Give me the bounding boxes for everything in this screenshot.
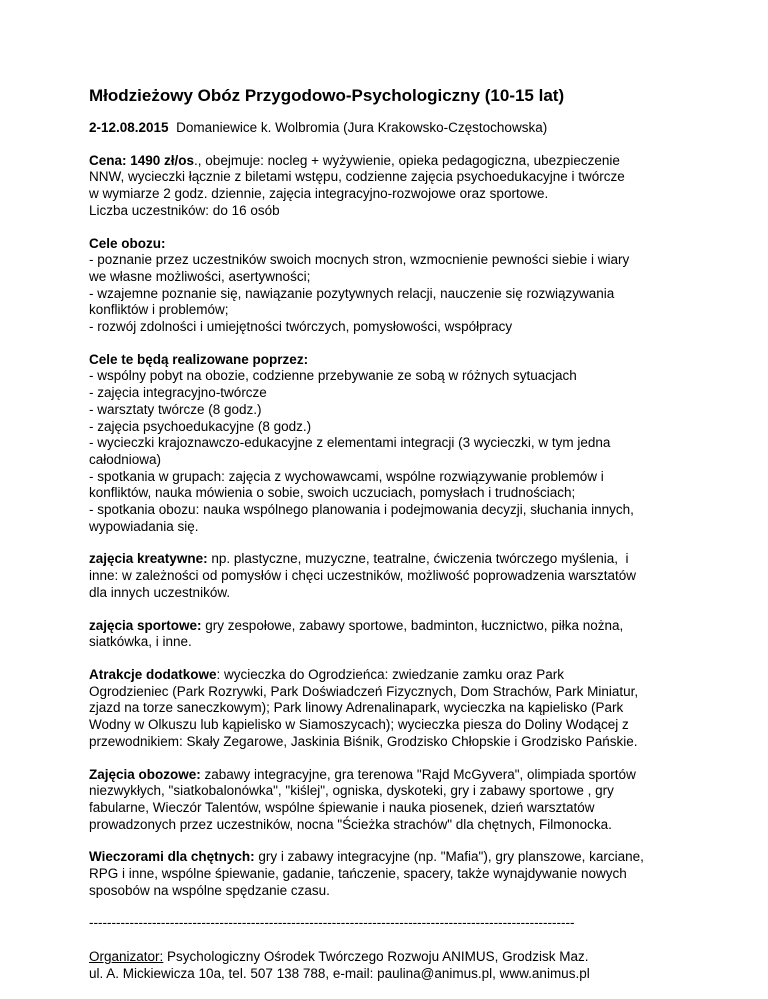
creative-line: zajęcia kreatywne: np. plastyczne, muzyczne, teatralne, ćwiczenia twórczego myślenia, i: [89, 551, 629, 567]
dates-location-paragraph: [89, 120, 689, 137]
means-line: - wspólny pobyt na obozie, codzienne przebywanie ze sobą w różnych sytuacjach: [89, 368, 577, 384]
camp-dates: 2-12.08.2015: [89, 120, 169, 135]
extras-label: Atrakcje dodatkowe: [89, 666, 217, 682]
camp-activities-line: Zajęcia obozowe: zabawy integracyjne, gra terenowa "Rajd McGyvera", olimpiada sportów: [89, 766, 636, 782]
means-line: - zajęcia psychoedukacyjne (8 godz.): [89, 418, 312, 434]
sports-line: zajęcia sportowe: gry zespołowe, zabawy sportowe, badminton, łucznictwo, piłka nożna,: [89, 617, 624, 633]
extras-section: [89, 667, 689, 751]
price-line: NNW, wycieczki łącznie z biletami wstępu, codzienne zajęcia psychoedukacyjne i twórcze: [89, 169, 625, 185]
evenings-line: RPG i inne, wspólne śpiewanie, gadanie, tańczenie, spacery, także wynajdywanie nowych: [89, 866, 627, 882]
organizer-section: [89, 949, 689, 982]
extras-line: Wodny w Olkuszu lub kąpielisko w Siamoszycach); wycieczka piesza do Doliny Wodącej z: [89, 717, 629, 733]
means-line: - warsztaty twórcze (8 godz.): [89, 401, 262, 417]
extras-line: Atrakcje dodatkowe: wycieczka do Ogrodzieńca: zwiedzanie zamku oraz Park: [89, 666, 564, 682]
means-line: wypowiadania się.: [89, 518, 199, 534]
camp-location: Domaniewice k. Wolbromia (Jura Krakowsko-Częstochowska): [168, 120, 548, 135]
goals-line: we własne możliwości, asertywności;: [89, 268, 311, 284]
participants-limit: Liczba uczestników: do 16 osób: [89, 202, 280, 218]
document-content: [89, 86, 689, 999]
evenings-label: Wieczorami dla chętnych:: [89, 849, 255, 865]
camp-activities-line: niezwykłych, "siatkobalonówka", "kiślej", ogniska, dyskoteki, gry i zabawy sportowe , gry: [89, 783, 614, 799]
evenings-line: Wieczorami dla chętnych: gry i zabawy integracyjne (np. "Mafia"), gry planszowe, karciane,: [89, 849, 644, 865]
camp-activities-section: [89, 767, 689, 834]
creative-section: [89, 551, 689, 601]
dashed-separator: ------------------------------------------------------------------------------------------------------------: [89, 915, 575, 931]
sports-line: siatkówka, i inne.: [89, 634, 192, 650]
means-line: - wycieczki krajoznawczo-edukacyjne z elementami integracji (3 wycieczki, w tym jedna: [89, 435, 611, 451]
goals-heading: Cele obozu:: [89, 235, 166, 251]
goals-line: konfliktów i problemów;: [89, 302, 229, 318]
means-line: - spotkania obozu: nauka wspólnego planowania i podejmowania decyzji, słuchania innych,: [89, 502, 634, 518]
camp-activities-label: Zajęcia obozowe:: [89, 766, 201, 782]
means-line: - spotkania w grupach: zajęcia z wychowawcami, wspólne rozwiązywanie problemów i: [89, 468, 604, 484]
sports-section: [89, 618, 689, 651]
evenings-line: sposobów na wspólne spędzanie czasu.: [89, 882, 330, 898]
creative-line: dla innych uczestników.: [89, 584, 231, 600]
goals-line: - rozwój zdolności i umiejętności twórczych, pomysłowości, współpracy: [89, 319, 513, 335]
organizer-line: Organizator: Psychologiczny Ośrodek Twórczego Rozwoju ANIMUS, Grodzisk Maz.: [89, 949, 589, 965]
goals-line: - wzajemne poznanie się, nawiązanie pozytywnych relacji, nauczenie się rozwiązywania: [89, 285, 615, 301]
creative-label: zajęcia kreatywne:: [89, 551, 208, 567]
price-line: Cena: 1490 zł/os., obejmuje: nocleg + wyżywienie, opieka pedagogiczna, ubezpieczenie: [89, 152, 620, 168]
extras-line: przewodnikiem: Skały Zegarowe, Jaskinia Biśnik, Grodzisko Chłopskie i Grodzisko Pańskie.: [89, 733, 638, 749]
means-line: całodniowa): [89, 451, 162, 467]
organizer-label: Organizator:: [89, 949, 164, 965]
camp-activities-line: prowadzonych przez uczestników, nocna "Ścieżka strachów" dla chętnych, Filmonocka.: [89, 816, 612, 832]
creative-line: inne: w zależności od pomysłów i chęci uczestników, możliwość poprowadzenia warsztatów: [89, 568, 636, 584]
document-title: Młodzieżowy Obóz Przygodowo-Psychologiczny (10-15 lat): [89, 86, 565, 105]
price-paragraph: [89, 153, 689, 220]
extras-line: Ogrodzieniec (Park Rozrywki, Park Doświadczeń Fizycznych, Dom Strachów, Park Miniatur,: [89, 683, 639, 699]
goals-line: - poznanie przez uczestników swoich mocnych stron, wzmocnienie pewności siebie i wiary: [89, 252, 630, 268]
extras-line: zjazd na torze saneczkowym); Park linowy Adrenalinapark, wycieczka na kąpielisko (Park: [89, 700, 624, 716]
organizer-contact: ul. A. Mickiewicza 10a, tel. 507 138 788, e-mail: paulina@animus.pl, www.animus.pl: [89, 965, 590, 981]
means-heading: Cele te będą realizowane poprzez:: [89, 351, 309, 367]
price-line: w wymiarze 2 godz. dziennie, zajęcia integracyjno-rozwojowe oraz sportowe.: [89, 186, 549, 202]
goals-section: [89, 236, 689, 336]
price-label: Cena: 1490 zł/os: [89, 152, 195, 168]
evenings-section: [89, 849, 689, 899]
means-line: - zajęcia integracyjno-twórcze: [89, 385, 267, 401]
means-line: konfliktów, nauka mówienia o sobie, swoich uczuciach, pomysłach i trudnościach;: [89, 485, 576, 501]
camp-activities-line: fabularne, Wieczór Talentów, wspólne śpiewanie i nauka piosenek, dzień warsztatów: [89, 799, 595, 815]
means-section: [89, 352, 689, 536]
sports-label: zajęcia sportowe:: [89, 617, 202, 633]
